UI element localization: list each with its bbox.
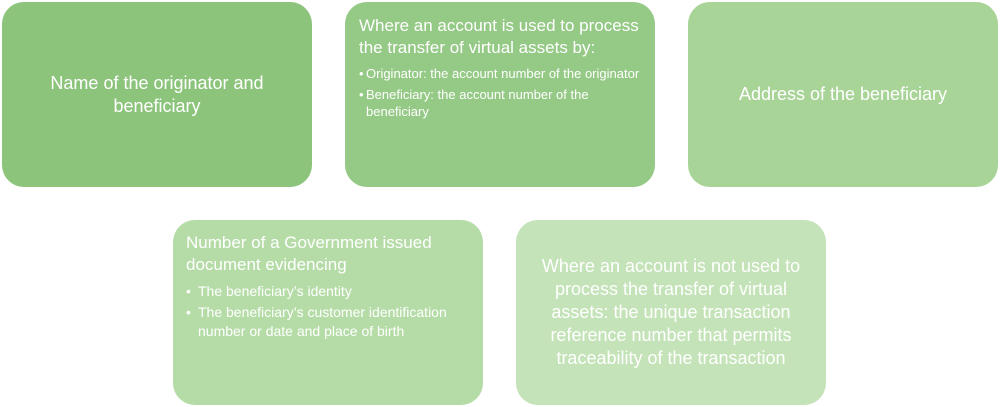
account-used-list — [359, 65, 641, 120]
account-used-heading: Where an account is used to process the transfer of virtual assets by: — [359, 16, 639, 57]
government-document-list — [186, 282, 471, 341]
list-item — [359, 65, 641, 82]
bullet-icon: • — [359, 87, 364, 102]
beneficiary-address-box — [688, 2, 998, 187]
bullet-icon: • — [359, 66, 364, 81]
account-not-used-box — [516, 220, 826, 405]
bullet-icon: • — [186, 283, 191, 299]
originator-beneficiary-name-text: Name of the originator and beneficiary — [50, 72, 264, 116]
government-document-box — [173, 220, 483, 405]
beneficiary-address-text: Address of the beneficiary — [738, 84, 948, 104]
account-not-used-text: Where an account is not used to process the transfer of virtual assets: the unique transaction reference number that permits traceability of the transaction — [541, 256, 801, 368]
list-item — [186, 303, 471, 341]
list-item-text: Originator: the account number of the originator — [366, 66, 640, 81]
bullet-icon: • — [186, 304, 191, 320]
list-item — [359, 86, 641, 120]
list-item-text: The beneficiary’s customer identification number or date and place of birth — [198, 304, 447, 339]
list-item-text: Beneficiary: the account number of the beneficiary — [366, 87, 589, 119]
account-used-box — [345, 2, 655, 187]
originator-beneficiary-name-box — [2, 2, 312, 187]
government-document-heading: Number of a Government issued document evidencing — [186, 233, 432, 274]
list-item-text: The beneficiary’s identity — [198, 283, 352, 299]
list-item — [186, 282, 471, 301]
